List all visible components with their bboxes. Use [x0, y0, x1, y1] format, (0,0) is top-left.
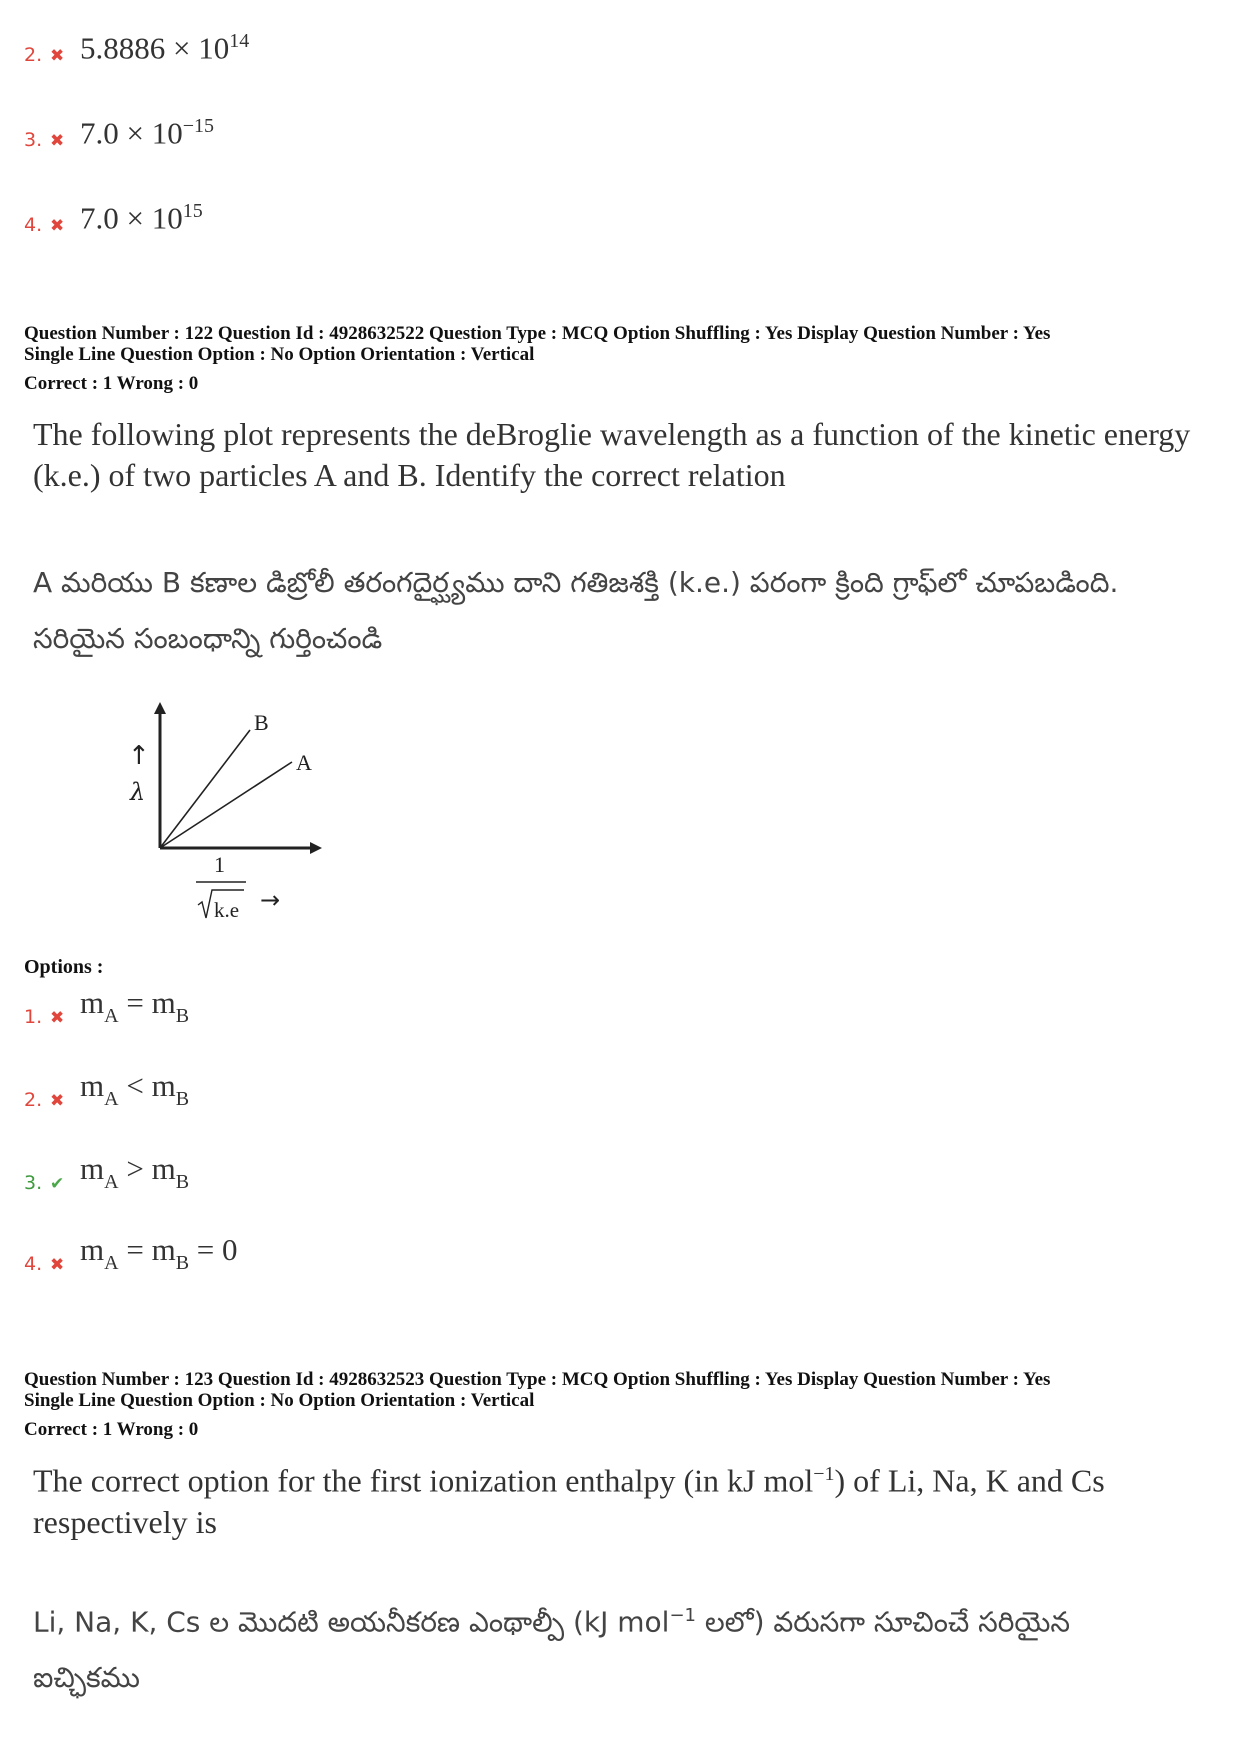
- option-number: 2.: [24, 44, 43, 67]
- option-number: 3.: [24, 1172, 43, 1194]
- line-b: [160, 730, 250, 848]
- option-row: [24, 200, 203, 236]
- wrong-cross-icon: ✖: [50, 216, 65, 237]
- option-number: 4.: [24, 214, 43, 237]
- option-row: [24, 115, 214, 151]
- wrong-cross-icon: ✖: [50, 1008, 65, 1028]
- option-value: $7.0 \times 10^{-15}$: [80, 115, 215, 151]
- wrong-cross-icon: ✖: [50, 131, 65, 152]
- option-value: $5.8886 \times 10^{14}$: [80, 30, 250, 66]
- question-meta: Single Line Question Option : No Option Orientation : Vertical: [24, 344, 535, 365]
- option-number: 4.: [24, 1253, 43, 1275]
- question-meta: Single Line Question Option : No Option Orientation : Vertical: [24, 1390, 535, 1411]
- option-row: [24, 1232, 238, 1275]
- y-axis-arrowhead: [154, 702, 166, 714]
- x-axis-arrowhead: [310, 842, 322, 854]
- label-a: A: [296, 750, 312, 775]
- option-value: $m_A = m_B$: [80, 985, 190, 1027]
- marks-info: Correct : 1 Wrong : 0: [24, 1419, 199, 1440]
- question-text-telugu: Li, Na, K, Cs ల మొదటి అయనీకరణ ఎంథాల్పీ (kJ mol$^{-1}$ లలో) వరుసగా సూచించే సరియైన ఐచ్ఛికము: [33, 1605, 1071, 1695]
- x-denominator: k.e: [214, 898, 240, 922]
- option-number: 3.: [24, 129, 43, 152]
- option-number: 2.: [24, 1089, 43, 1111]
- question-text-telugu: A మరియు B కణాల డిబ్రోలీ తరంగదైర్ఘ్యము దాని గతిజశక్తి (k.e.) పరంగా క్రింది గ్రాఫ్‌లో చూపబడింది. సరియైన సంబంధాన్ని గుర్తించండి: [33, 566, 1119, 655]
- x-numerator: 1: [214, 852, 225, 877]
- option-row: [24, 1151, 189, 1194]
- option-value: $7.0 \times 10^{15}$: [80, 200, 203, 236]
- question-meta: Question Number : 123 Question Id : 4928632523 Question Type : MCQ Option Shuffling : Yes Display Question Number : Yes: [24, 1369, 1051, 1390]
- correct-check-icon: ✔: [50, 1174, 65, 1194]
- label-b: B: [254, 710, 269, 735]
- question-meta: Question Number : 122 Question Id : 4928632522 Question Type : MCQ Option Shuffling : Yes Display Question Number : Yes: [24, 323, 1051, 344]
- wrong-cross-icon: ✖: [50, 1091, 65, 1111]
- option-value: $m_A > m_B$: [80, 1151, 190, 1193]
- question-text-english: The following plot represents the deBroglie wavelength as a function of the kinetic energy (k.e.) of two particles A and B. Identify the correct relation: [33, 416, 1191, 493]
- option-value: $m_A = m_B = 0$: [80, 1232, 238, 1274]
- lambda-label: λ: [130, 778, 146, 806]
- wrong-cross-icon: ✖: [50, 46, 65, 67]
- line-a: [160, 762, 292, 848]
- option-row: [24, 985, 189, 1028]
- wrong-cross-icon: ✖: [50, 1255, 65, 1275]
- y-up-arrow: ↑: [128, 741, 150, 771]
- option-number: 1.: [24, 1006, 43, 1028]
- option-row: [24, 1068, 189, 1111]
- wavelength-graph: [110, 700, 340, 940]
- option-value: $m_A < m_B$: [80, 1068, 190, 1110]
- options-label: Options :: [24, 956, 104, 978]
- marks-info: Correct : 1 Wrong : 0: [24, 373, 199, 394]
- x-right-arrow: →: [260, 886, 281, 914]
- option-row: [24, 30, 249, 66]
- question-text-english: The correct option for the first ionization enthalpy (in kJ mol$^{-1}$) of Li, Na, K and Cs respectively is: [33, 1462, 1105, 1540]
